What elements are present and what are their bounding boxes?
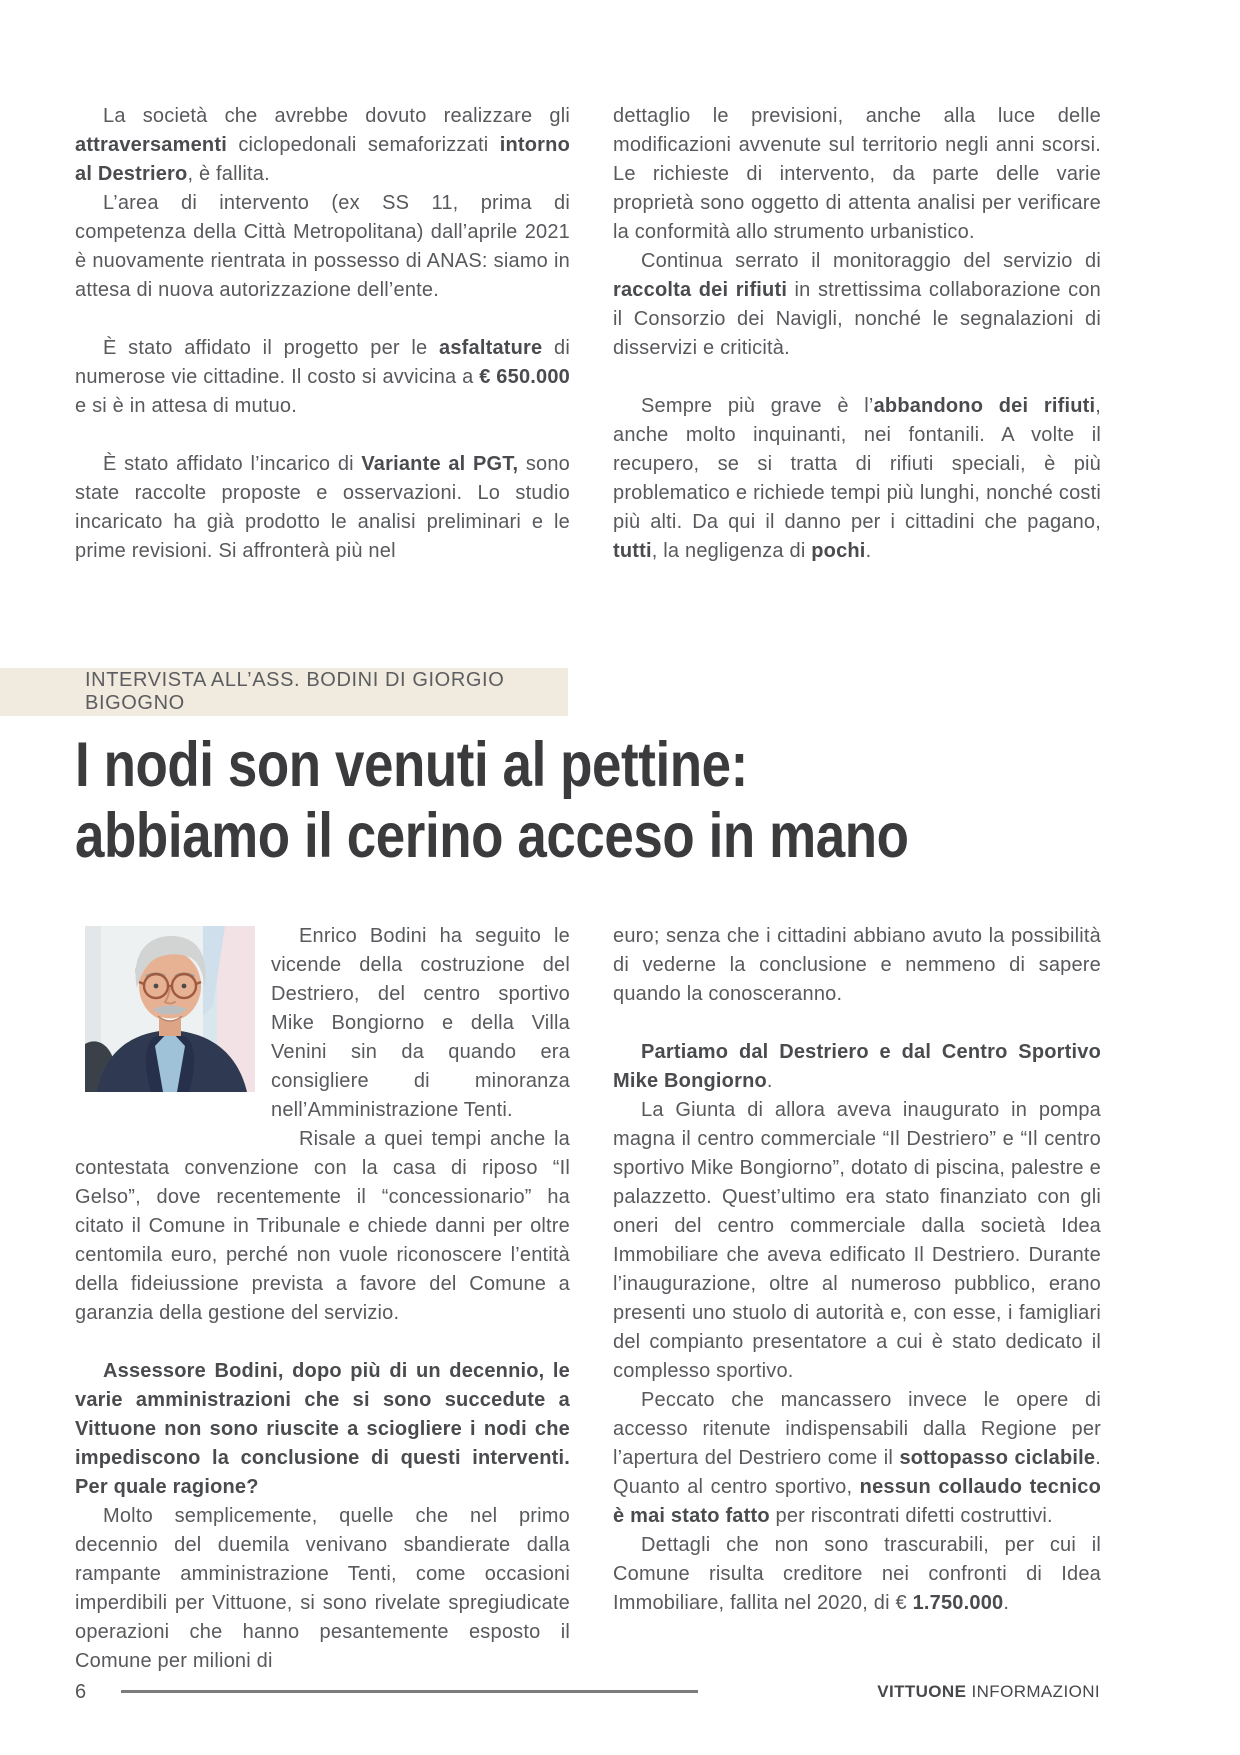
text-run: dettaglio le previsioni, anche alla luce delle modificazioni avvenute sul territorio negli anni scorsi. Le richieste di intervento, da parte delle varie proprietà sono oggetto di attenta analisi per verificare la conformità allo strumento urbanistico. bbox=[613, 105, 1101, 243]
text-run: . bbox=[865, 540, 872, 562]
bold-text-run: asfaltature bbox=[439, 337, 543, 359]
paragraph bbox=[613, 247, 1101, 363]
paragraph bbox=[75, 1125, 570, 1328]
paragraph bbox=[613, 1096, 1101, 1386]
page-number: 6 bbox=[75, 1681, 87, 1703]
paragraph bbox=[75, 1502, 570, 1676]
bold-text-run: Variante al PGT, bbox=[361, 453, 519, 475]
magazine-name bbox=[877, 1682, 1100, 1702]
paragraph bbox=[75, 450, 570, 566]
bold-text-run: attraversamenti bbox=[75, 134, 227, 156]
paragraph bbox=[613, 1531, 1101, 1618]
bold-text-run: intorno al Destriero bbox=[75, 134, 570, 185]
text-run: in strettissima collaborazione con il Consorzio dei Navigli, nonché le segnalazioni di disservizi e criticità. bbox=[613, 279, 1101, 359]
text-run: Molto semplicemente, quelle che nel primo decennio del duemila venivano sbandierate dalla rampante amministrazione Tenti, come occasioni imperdibili per Vittuone, si sono rivelate spregiudicate operazioni che hanno pesantemente esposto il Comune per milioni di bbox=[75, 1505, 570, 1672]
interview-left-column bbox=[75, 922, 570, 1676]
text-run: sono state raccolte proposte e osservazioni. Lo studio incaricato ha già prodotto le analisi preliminari e le prime revisioni. Si affronterà più nel bbox=[75, 453, 570, 562]
paragraph bbox=[613, 922, 1101, 1009]
magazine-name-regular: INFORMAZIONI bbox=[966, 1682, 1100, 1701]
text-run: La Giunta di allora aveva inaugurato in pompa magna il centro commerciale “Il Destriero” e “Il centro sportivo Mike Bongiorno”, dotato di piscina, palestre e palazzetto. Quest’ultimo era stato finanziato con gli oneri del centro commerciale dalla società Idea Immobiliare che aveva edificato Il Destriero. Durante l’inaugurazione, oltre al numeroso pubblico, erano presenti uno stuolo di autorità e, con esse, i famigliari del compianto presentatore a cui è stato dedicato il complesso sportivo. bbox=[613, 1099, 1101, 1382]
text-run: . Quanto al centro sportivo, bbox=[613, 1447, 1101, 1498]
bold-text-run: tutti bbox=[613, 540, 652, 562]
text-run: . bbox=[766, 1070, 773, 1092]
text-run: Sempre più grave è l’ bbox=[641, 395, 874, 417]
text-run: Continua serrato il monitoraggio del servizio di bbox=[641, 250, 1101, 272]
text-run: La società che avrebbe dovuto realizzare gli bbox=[103, 105, 570, 127]
bold-text-run: 1.750.000 bbox=[912, 1592, 1004, 1614]
text-run: Peccato che mancassero invece le opere di accesso ritenute indispensabili dalla Regione per l’apertura del Destriero come il bbox=[613, 1389, 1101, 1469]
bold-text-run: raccolta dei rifiuti bbox=[613, 279, 788, 301]
top-left-column bbox=[75, 102, 570, 566]
text-run: Dettagli che non sono trascurabili, per cui il Comune risulta creditore nei confronti di Idea Immobiliare, fallita nel 2020, di € bbox=[613, 1534, 1101, 1614]
bold-text-run: abbandono dei rifiuti bbox=[873, 395, 1096, 417]
bold-text-run: nessun collaudo tecnico è mai stato fatto bbox=[613, 1476, 1101, 1527]
paragraph bbox=[613, 1038, 1101, 1096]
text-run: euro; senza che i cittadini abbiano avuto la possibilità di vederne la conclusione e nemmeno di sapere quando la conosceranno. bbox=[613, 925, 1101, 1005]
headline bbox=[75, 730, 909, 872]
kicker-label: INTERVISTA ALL’ASS. BODINI DI GIORGIO BIGOGNO bbox=[85, 669, 505, 714]
top-section bbox=[75, 102, 1101, 566]
paragraph bbox=[613, 392, 1101, 566]
headline-line-2: abbiamo il cerino acceso in mano bbox=[75, 801, 909, 871]
bold-text-run: sottopasso ciclabile bbox=[899, 1447, 1096, 1469]
text-run: È stato affidato il progetto per le bbox=[103, 337, 440, 359]
paragraph bbox=[75, 1357, 570, 1502]
magazine-name-bold: VITTUONE bbox=[877, 1682, 967, 1701]
text-run: , anche molto inquinanti, nei fontanili. A volte il recupero, se si tratta di rifiuti speciali, è più problematico e richiede tempi più lunghi, nonché costi più alti. Da qui il danno per i cittadini che pagano, bbox=[613, 395, 1102, 533]
interview-right-column bbox=[613, 922, 1101, 1676]
headline-line-1: I nodi son venuti al pettine: bbox=[75, 730, 748, 800]
bodini-photo bbox=[85, 926, 255, 1092]
paragraph bbox=[613, 1386, 1101, 1531]
footer-rule bbox=[121, 1690, 698, 1693]
top-right-column bbox=[613, 102, 1101, 566]
paragraph bbox=[75, 334, 570, 421]
text-run: per riscontrati difetti costruttivi. bbox=[769, 1505, 1053, 1527]
paragraph bbox=[613, 102, 1101, 247]
text-run: Risale a quei tempi anche la contestata convenzione con la casa di riposo “Il Gelso”, dove recentemente il “concessionario” ha citato il Comune in Tribunale e chiede danni per oltre centomila euro, perché non vuole riconoscere l’entità della fideiussione prevista a favore del Comune a garanzia della gestione del servizio. bbox=[75, 1128, 570, 1324]
interview-section bbox=[75, 922, 1101, 1676]
kicker-band bbox=[0, 668, 568, 716]
bold-text-run: € 650.000 bbox=[479, 366, 570, 388]
text-run: L’area di intervento (ex SS 11, prima di competenza della Città Metropolitana) dall’aprile 2021 è nuovamente rientrata in possesso di ANAS: siamo in attesa di nuova autorizzazione dell’ente. bbox=[75, 192, 570, 301]
text-run: È stato affidato l’incarico di bbox=[103, 453, 362, 475]
text-run: ciclopedonali semaforizzati bbox=[226, 134, 500, 156]
text-run: , è fallita. bbox=[187, 163, 270, 185]
bold-text-run: pochi bbox=[811, 540, 866, 562]
text-run: , la negligenza di bbox=[651, 540, 812, 562]
page-footer bbox=[0, 1678, 1240, 1708]
paragraph bbox=[75, 102, 570, 189]
text-run: Assessore Bodini, dopo più di un decennio, le varie amministrazioni che si sono succedute a Vittuone non sono riuscite a sciogliere i nodi che impediscono la conclusione di questi interventi. Per quale ragione? bbox=[75, 1360, 570, 1498]
text-run: di numerose vie cittadine. Il costo si avvicina a bbox=[75, 337, 570, 388]
paragraph bbox=[75, 189, 570, 305]
text-run: e si è in attesa di mutuo. bbox=[75, 395, 297, 417]
text-run: Enrico Bodini ha seguito le vicende della costruzione del Destriero, del centro sportivo Mike Bongiorno e della Villa Venini sin da quando era consigliere di minoranza nell’Amministrazione Tenti. bbox=[271, 925, 570, 1121]
text-run: . bbox=[1003, 1592, 1010, 1614]
bold-text-run: Partiamo dal Destriero e dal Centro Sportivo Mike Bongiorno bbox=[613, 1041, 1101, 1092]
